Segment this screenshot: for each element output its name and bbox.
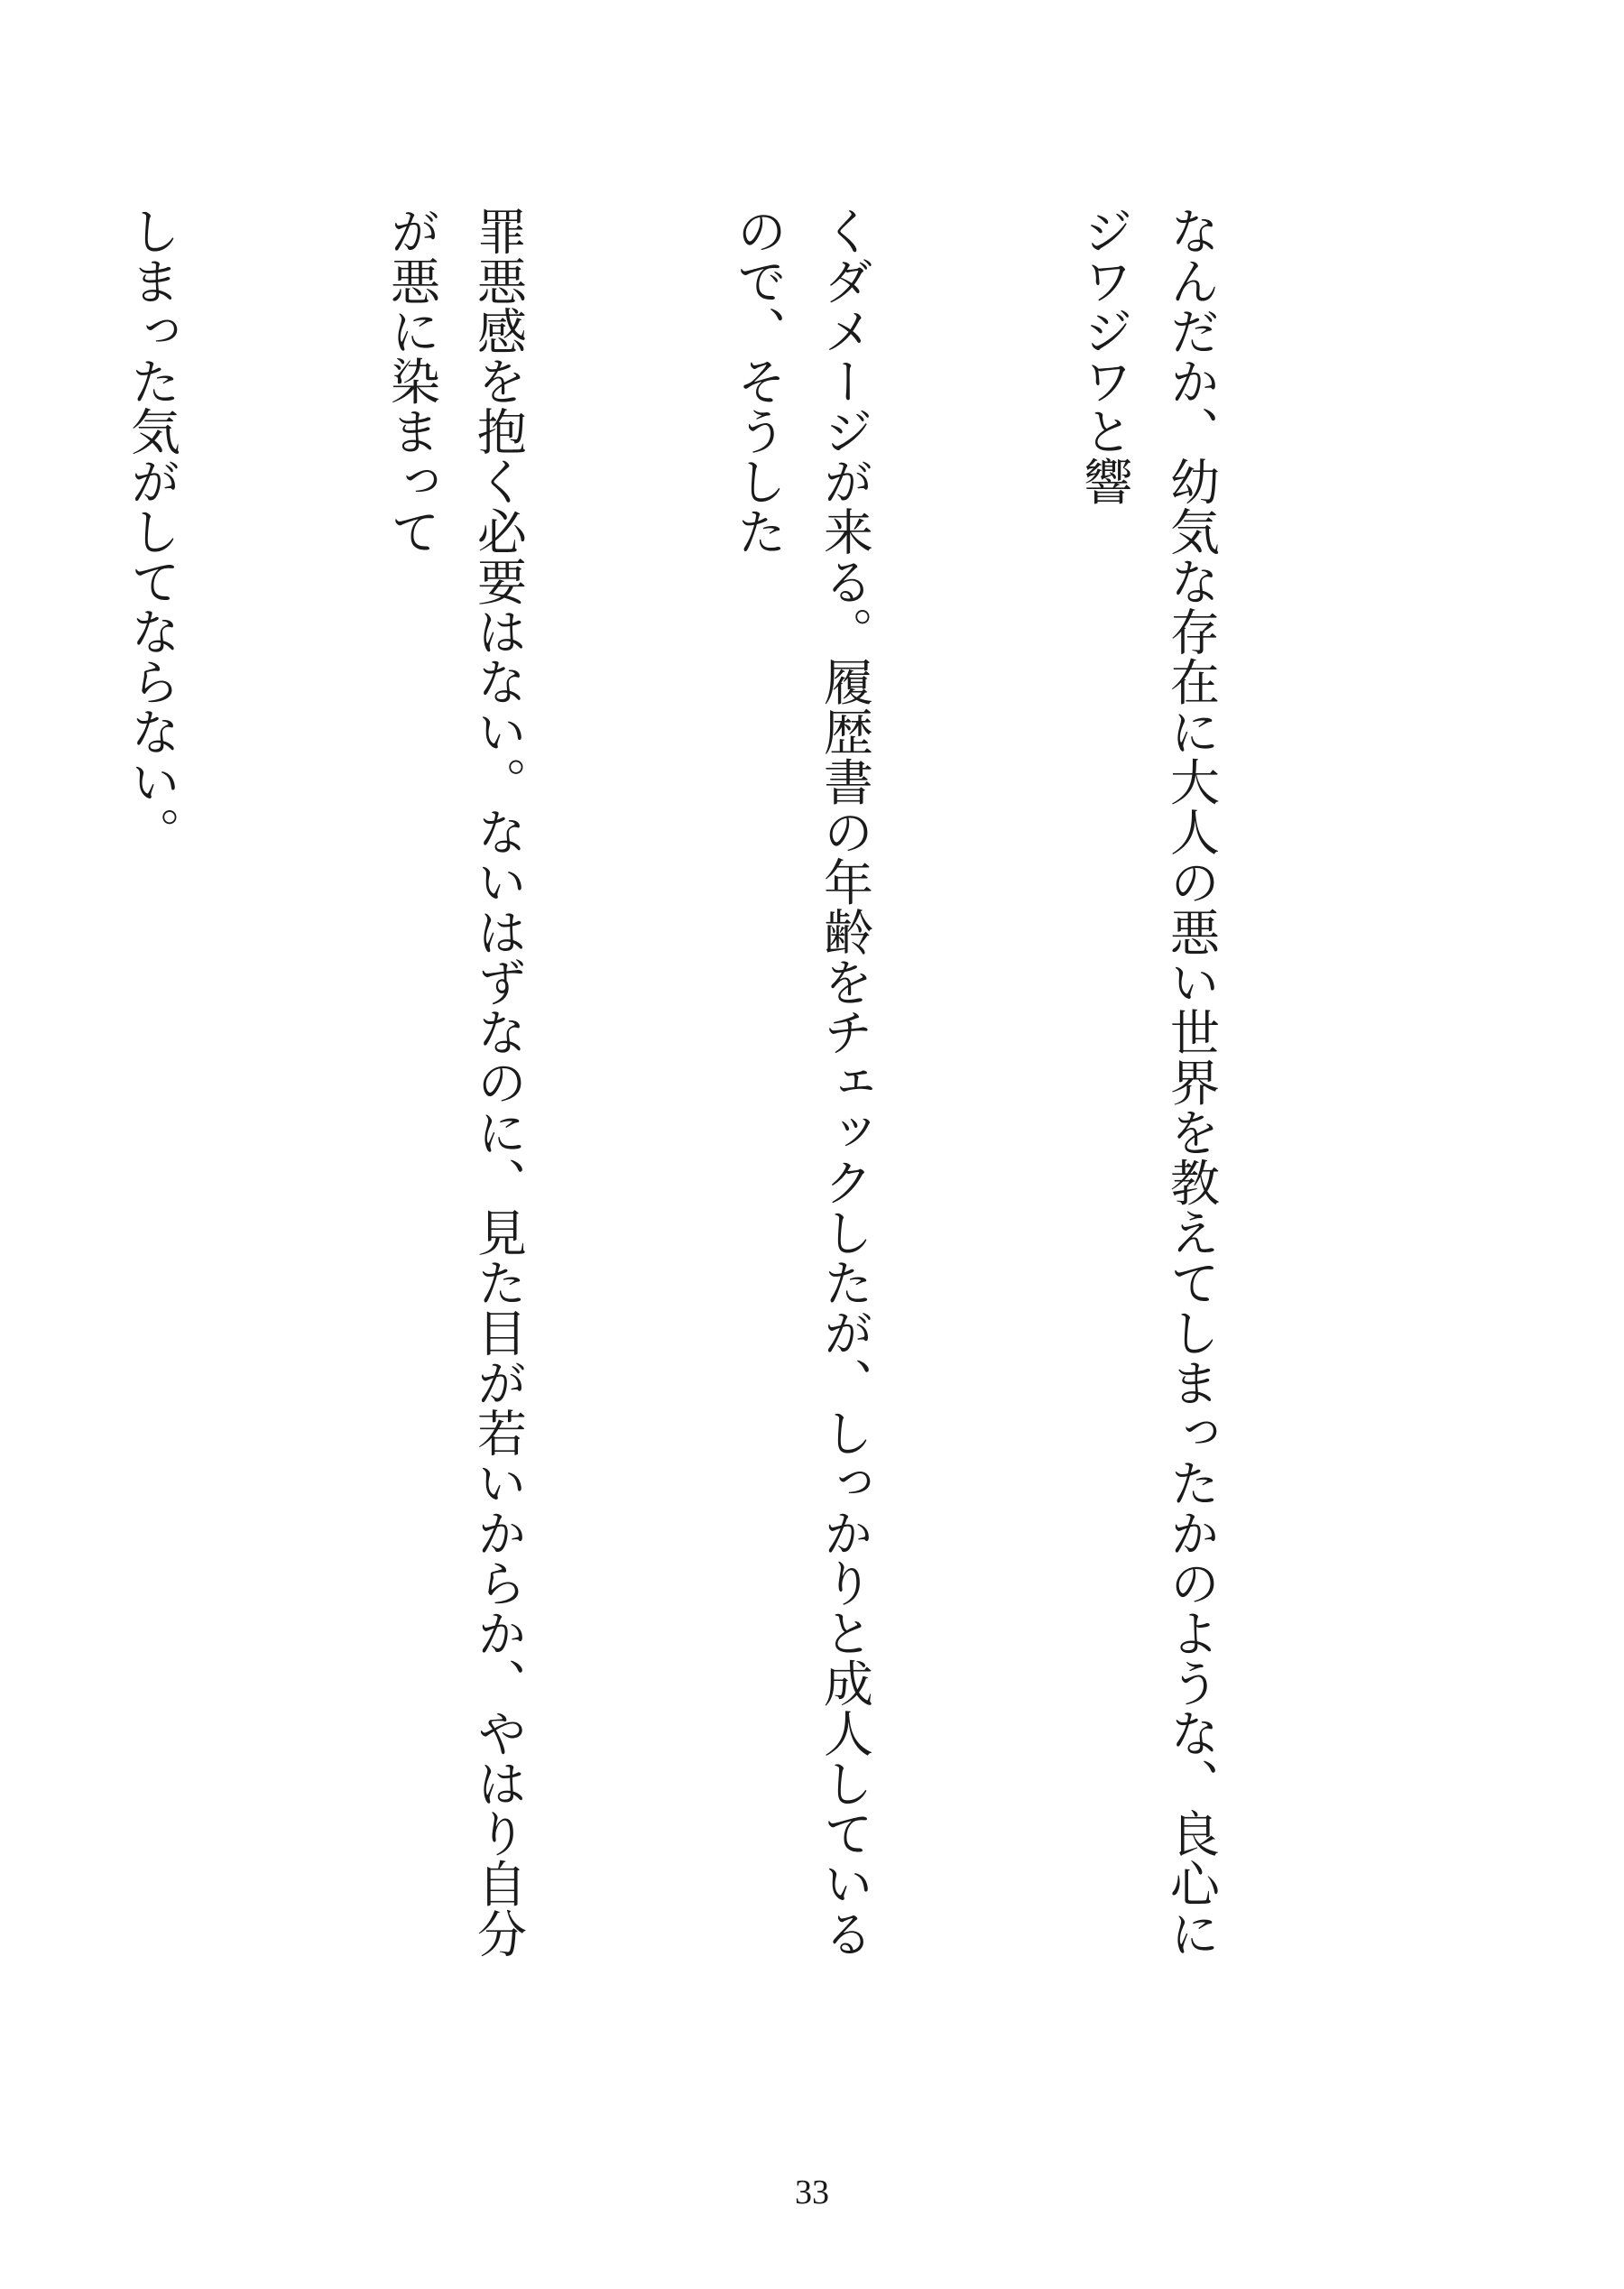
text-line: くダメージが来る。履歴書の年齢をチェックしたが、しっかりと成人しているので、そうした [729, 206, 873, 1959]
text-line: なんだか、幼気な存在に大人の悪い世界を教えてしまったかのような、良心にジワジワと響 [1075, 206, 1220, 1959]
page-number: 33 [795, 2174, 829, 2211]
body-text [123, 206, 1407, 2001]
text-line: 罪悪感を抱く必要はない。ないはずなのに、見た目が若いからか、やはり自分が悪に染まって [383, 206, 527, 1959]
text-line: しまった気がしてならない。 [123, 206, 180, 857]
